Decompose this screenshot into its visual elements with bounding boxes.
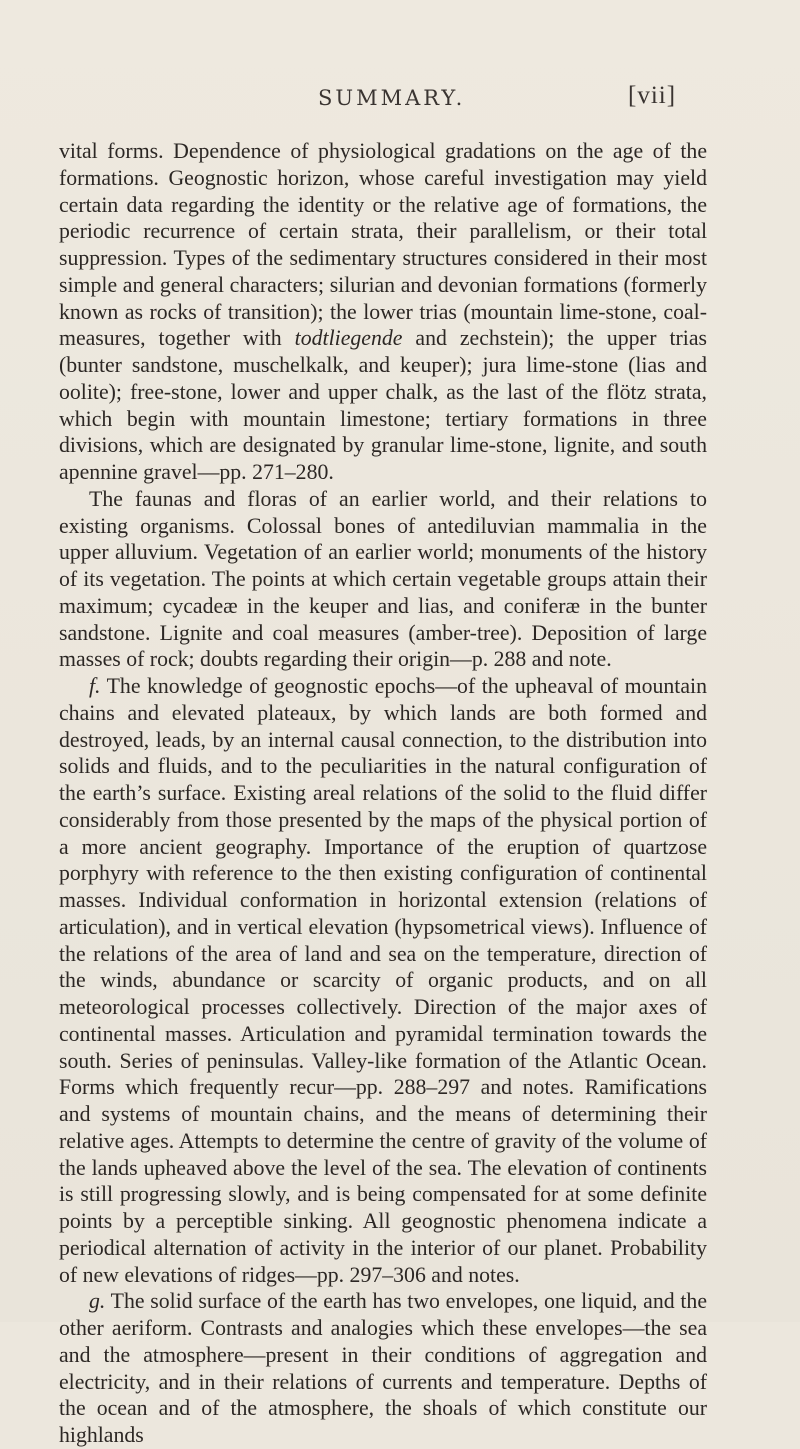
text-run: and zechstein); the upper trias (bunter sandstone, muschelkalk, and keuper); jura lime-stone (lias and oolite); free-stone, lower and upper chalk, as the last of the flötz strata, which begin with mountain limestone; tertiary formations in three divisions, which are designated by granular lime-stone, lignite, and south apennine gravel—pp. 271–280. bbox=[59, 326, 708, 484]
page-number: [vii] bbox=[628, 82, 677, 109]
paragraph-continuation bbox=[59, 138, 707, 486]
paragraph-section-f bbox=[59, 673, 707, 1288]
summary-text bbox=[59, 138, 707, 1449]
text-run: The knowledge of geognostic epochs—of the upheaval of mountain chains and elevated plateaux, by which lands are both formed and destroyed, leads, by an internal causal connection, to the distribution into solids and fluids, and to the peculiarities in the natural configuration of the earth’s surface. Existing areal relations of the solid to the fluid differ considerably from those presented by the maps of the physical portion of a more ancient geography. Importance of the eruption of quartzose porphyry with reference to the then existing configuration of continental masses. Individual conformation in horizontal extension (relations of articulation), and in vertical elevation (hypsometrical views). Influence of the relations of the area of land and sea on the temperature, direction of the winds, abundance or scarcity of organic products, and on all meteorological processes collectively. Direction of the major axes of continental masses. Articulation and pyramidal termination towards the south. Series of peninsulas. Valley-like formation of the Atlantic Ocean. Forms which frequently recur—pp. 288–297 and notes. Ramifications and systems of mountain chains, and the means of determining their relative ages. Attempts to determine the centre of gravity of the volume of the lands upheaved above the level of the sea. The elevation of continents is still progressing slowly, and is being compensated for at some definite points by a perceptible sinking. All geognostic phenomena indicate a periodical alternation of activity in the interior of our planet. Probability of new elevations of ridges—pp. 297–306 and notes. bbox=[59, 674, 707, 1287]
paragraph-section-g bbox=[59, 1288, 707, 1449]
text-run: The faunas and floras of an earlier world, and their relations to existing organisms. Colossal bones of antediluvian mammalia in the upper alluvium. Vegetation of an earlier world; monuments of the history of its vegetation. The points at which certain vegetable groups attain their maximum; cycadeæ in the keuper and lias, and coniferæ in the bunter sandstone. Lignite and coal measures (amber-tree). Deposition of large masses of rock; doubts regarding their origin—p. 288 and note. bbox=[59, 486, 707, 672]
paragraph-faunas-floras bbox=[59, 486, 707, 673]
italic-text: g. bbox=[89, 1289, 106, 1314]
page-header bbox=[0, 82, 800, 126]
text-run: vital forms. Dependence of physiological gradations on the age of the formations. Geognostic horizon, whose careful investigation may yield certain data regarding the identity or the relative age of formations, the periodic recurrence of certain strata, their parallelism, or their total suppression. Types of the sedimentary structures considered in their most simple and general characters; silurian and devonian formations (formerly known as rocks of transition); the lower trias (mountain lime-stone, coal-measures, together with bbox=[59, 139, 707, 351]
text-run: The solid surface of the earth has two envelopes, one liquid, and the other aeriform. Contrasts and analogies which these envelopes—the sea and the atmosphere—present in their conditions of aggregation and electricity, and in their relations of currents and temperature. Depths of the ocean and of the atmosphere, the shoals of which constitute our highlands bbox=[59, 1289, 707, 1447]
running-head: SUMMARY. bbox=[318, 86, 466, 110]
italic-text: f. bbox=[89, 674, 101, 698]
italic-text: todtliegende bbox=[294, 326, 403, 351]
